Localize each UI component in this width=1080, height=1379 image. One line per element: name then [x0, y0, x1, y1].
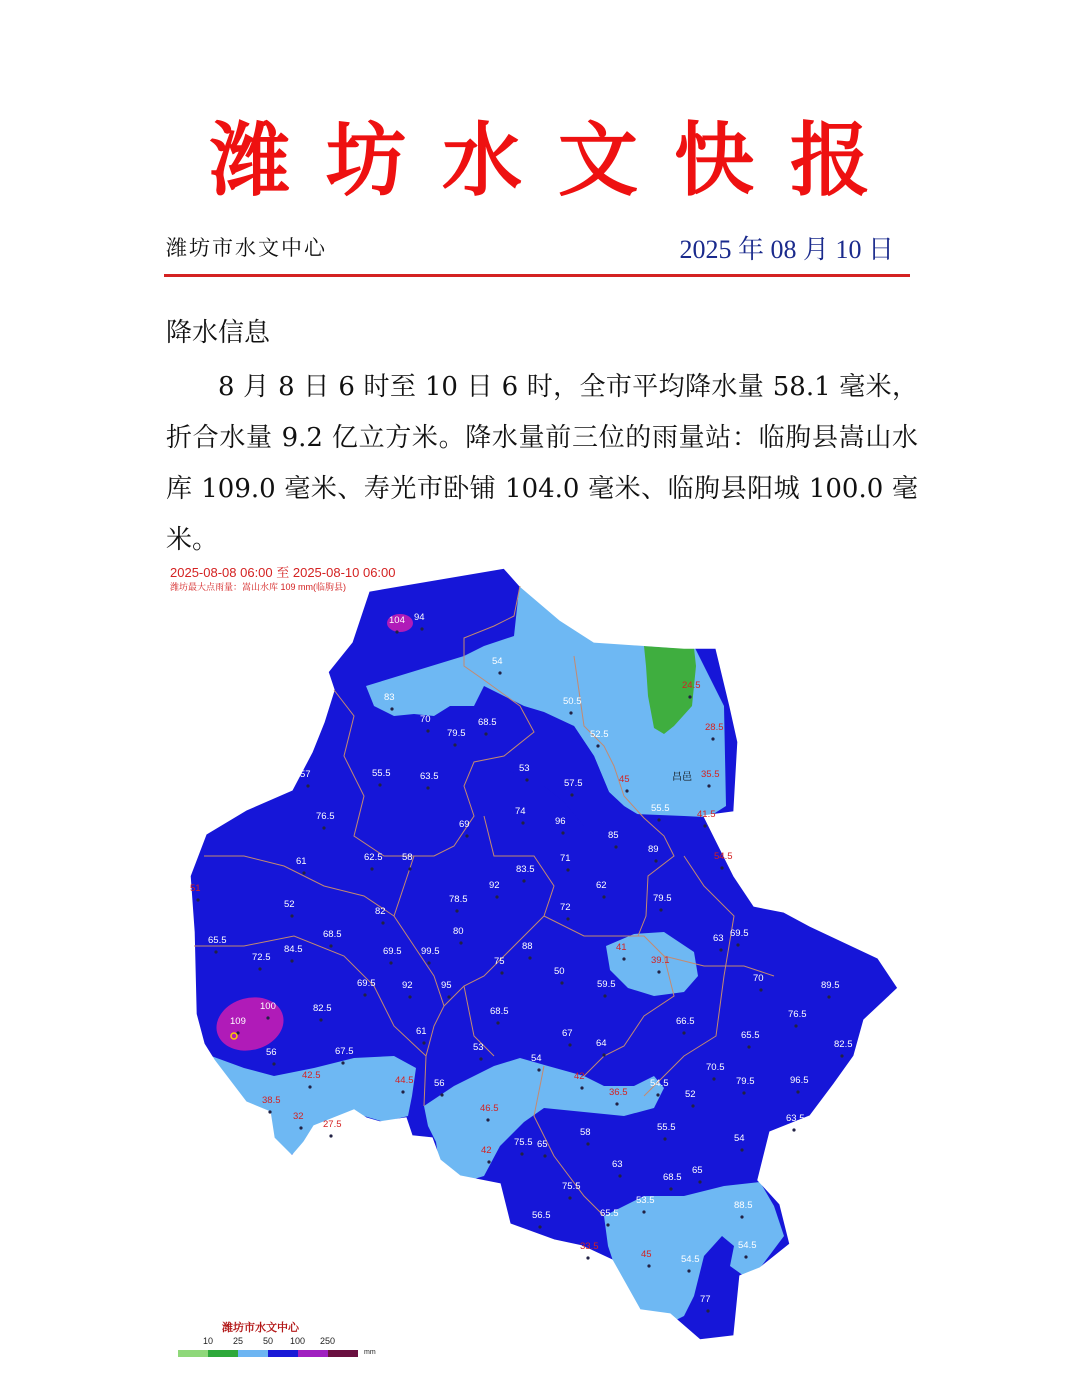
station-value: 88.5 — [734, 1200, 753, 1211]
station-value: 42.5 — [302, 1070, 321, 1081]
station-dot — [642, 1210, 645, 1213]
station-dot — [618, 1174, 621, 1177]
station-value: 41 — [616, 942, 627, 953]
station-value: 46.5 — [480, 1103, 499, 1114]
station-dot — [322, 826, 325, 829]
station-dot — [258, 967, 261, 970]
station-dot — [742, 1091, 745, 1094]
station-value: 75.5 — [514, 1137, 533, 1148]
station-value: 68.5 — [323, 929, 342, 940]
station-value: 74 — [515, 806, 526, 817]
station-dot — [401, 1090, 404, 1093]
station-value: 83 — [384, 692, 395, 703]
station-value: 33.5 — [580, 1241, 599, 1252]
station-dot — [586, 1256, 589, 1259]
legend-ticks — [178, 1336, 388, 1348]
station-dot — [272, 1062, 275, 1065]
station-dot — [465, 834, 468, 837]
station-value: 61 — [296, 856, 307, 867]
station-value: 52 — [284, 899, 295, 910]
station-dot — [654, 859, 657, 862]
station-dot — [302, 871, 305, 874]
station-dot — [459, 941, 462, 944]
station-value: 63.5 — [420, 771, 439, 782]
station-value: 24.5 — [682, 680, 701, 691]
map-max-point: 潍坊最大点雨量：嵩山水库 109 mm(临朐县) — [170, 582, 347, 592]
station-value: 50.5 — [563, 696, 582, 707]
station-value: 64 — [596, 1038, 607, 1049]
station-value: 57 — [300, 769, 311, 780]
station-dot — [498, 671, 501, 674]
station-dot — [560, 981, 563, 984]
station-dot — [719, 948, 722, 951]
station-dot — [740, 1215, 743, 1218]
report-date: 2025 年 08 月 10 日 — [679, 235, 894, 264]
station-value: 36.5 — [609, 1087, 628, 1098]
station-dot — [341, 1061, 344, 1064]
station-dot — [484, 732, 487, 735]
station-dot — [408, 995, 411, 998]
station-dot — [363, 993, 366, 996]
station-value: 92 — [402, 980, 413, 991]
station-value: 85 — [608, 830, 619, 841]
station-dot — [440, 1093, 443, 1096]
station-dot — [381, 921, 384, 924]
station-value: 70.5 — [706, 1062, 725, 1073]
station-value: 42 — [574, 1071, 585, 1082]
station-value: 65.5 — [741, 1030, 760, 1041]
station-dot — [840, 1054, 843, 1057]
station-dot — [759, 988, 762, 991]
header-divider — [164, 274, 910, 277]
station-value: 56.5 — [532, 1210, 551, 1221]
station-value: 62.5 — [364, 852, 383, 863]
station-dot — [486, 1118, 489, 1121]
station-value: 65 — [537, 1139, 548, 1150]
station-value: 67 — [562, 1028, 573, 1039]
station-dot — [606, 1223, 609, 1226]
precipitation-summary: 8 月 8 日 6 时至 10 日 6 时，全市平均降水量 58.1 毫米，折合水量 9.2 亿立方米。降水量前三位的雨量站：临朐县嵩山水库 109.0 毫米、寿光市卧铺 104.0 毫米、临朐县阳城 100.0 毫米。 — [166, 372, 918, 555]
station-dot — [479, 1057, 482, 1060]
station-value: 45 — [619, 774, 630, 785]
station-dot — [712, 1077, 715, 1080]
station-dot — [614, 845, 617, 848]
station-dot — [306, 784, 309, 787]
station-value: 44.5 — [395, 1075, 414, 1086]
legend-color-bar — [178, 1350, 358, 1357]
station-value: 56 — [434, 1078, 445, 1089]
station-dot — [370, 867, 373, 870]
station-value: 76.5 — [788, 1009, 807, 1020]
station-dot — [537, 1068, 540, 1071]
station-dot — [796, 1090, 799, 1093]
station-dot — [308, 1085, 311, 1088]
station-value: 50 — [554, 966, 565, 977]
station-value: 75 — [494, 956, 505, 967]
legend-swatch — [208, 1350, 238, 1357]
station-dot — [453, 743, 456, 746]
station-value: 58 — [402, 852, 413, 863]
station-dot — [707, 784, 710, 787]
legend-tick: 50 — [263, 1336, 274, 1346]
station-value: 92 — [489, 880, 500, 891]
station-value: 55.5 — [372, 768, 391, 779]
station-value: 76.5 — [316, 811, 335, 822]
station-value: 79.5 — [447, 728, 466, 739]
station-dot — [794, 1024, 797, 1027]
station-value: 71 — [560, 853, 571, 864]
station-value: 80 — [453, 926, 464, 937]
station-value: 38.5 — [262, 1095, 281, 1106]
station-value: 65 — [692, 1165, 703, 1176]
station-dot — [214, 950, 217, 953]
station-dot — [290, 914, 293, 917]
station-dot — [603, 994, 606, 997]
station-dot — [500, 971, 503, 974]
station-value: 69 — [459, 819, 470, 830]
station-dot — [747, 1045, 750, 1048]
station-value: 53 — [519, 763, 530, 774]
station-value: 88 — [522, 941, 533, 952]
station-value: 69.5 — [383, 946, 402, 957]
station-value: 52.5 — [590, 729, 609, 740]
station-dot — [447, 995, 450, 998]
station-dot — [720, 866, 723, 869]
station-value: 58 — [580, 1127, 591, 1138]
station-dot — [538, 1225, 541, 1228]
station-dot — [266, 1016, 269, 1019]
station-value: 77 — [700, 1294, 711, 1305]
station-dot — [455, 909, 458, 912]
station-dot — [663, 1137, 666, 1140]
station-value: 68.5 — [478, 717, 497, 728]
legend-tick: 100 — [290, 1336, 306, 1346]
station-dot — [568, 1043, 571, 1046]
station-dot — [420, 627, 423, 630]
legend-swatch — [328, 1350, 358, 1357]
legend-swatch — [298, 1350, 328, 1357]
station-dot — [389, 961, 392, 964]
station-dot — [496, 1021, 499, 1024]
station-dot — [688, 695, 691, 698]
station-value: 59.5 — [597, 979, 616, 990]
station-value: 61 — [416, 1026, 427, 1037]
station-dot — [299, 1126, 302, 1129]
station-dot — [543, 1154, 546, 1157]
station-dot — [622, 957, 625, 960]
station-value: 69.5 — [730, 928, 749, 939]
station-dot — [615, 1102, 618, 1105]
legend-unit: mm — [364, 1349, 376, 1356]
station-dot — [656, 1093, 659, 1096]
station-value: 54.5 — [714, 851, 733, 862]
station-value: 79.5 — [653, 893, 672, 904]
station-value: 104 — [389, 615, 405, 626]
station-dot — [602, 895, 605, 898]
station-value: 54 — [531, 1053, 542, 1064]
station-dot — [586, 1142, 589, 1145]
station-value: 65.5 — [600, 1208, 619, 1219]
station-dot — [792, 1128, 795, 1131]
station-dot — [329, 1134, 332, 1137]
station-dot — [408, 867, 411, 870]
station-value: 70 — [753, 973, 764, 984]
station-dot — [569, 711, 572, 714]
station-value: 54.5 — [738, 1240, 757, 1251]
station-dot — [528, 956, 531, 959]
station-dot — [827, 995, 830, 998]
station-value: 72.5 — [252, 952, 271, 963]
station-dot — [647, 1264, 650, 1267]
station-dot — [390, 707, 393, 710]
section-heading: 降水信息 — [166, 318, 271, 348]
station-value: 42 — [481, 1145, 492, 1156]
station-value: 68.5 — [490, 1006, 509, 1017]
station-value: 53.5 — [636, 1195, 655, 1206]
station-dot — [736, 943, 739, 946]
station-dot — [580, 1086, 583, 1089]
station-value: 96.5 — [790, 1075, 809, 1086]
station-dot — [290, 959, 293, 962]
station-dot — [566, 868, 569, 871]
station-dot — [596, 744, 599, 747]
station-value: 72 — [560, 902, 571, 913]
station-value: 95 — [441, 980, 452, 991]
station-dot — [196, 898, 199, 901]
station-dot — [426, 786, 429, 789]
station-dot — [602, 1053, 605, 1056]
map-time-range: 2025-08-08 06:00 至 2025-08-10 06:00 — [170, 565, 396, 580]
legend-swatch — [268, 1350, 298, 1357]
station-dot — [744, 1255, 747, 1258]
station-value: 54 — [492, 656, 503, 667]
station-value: 78.5 — [449, 894, 468, 905]
station-value: 51 — [190, 883, 201, 894]
station-dot — [703, 824, 706, 827]
issuing-organization: 潍坊市水文中心 — [166, 236, 327, 260]
station-value: 67.5 — [335, 1046, 354, 1057]
station-dot — [659, 908, 662, 911]
station-dot — [706, 1309, 709, 1312]
station-dot — [740, 1148, 743, 1151]
station-value: 109 — [230, 1016, 246, 1027]
station-value: 96 — [555, 816, 566, 827]
legend-swatch — [178, 1350, 208, 1357]
station-value: 54.5 — [681, 1254, 700, 1265]
station-value: 89 — [648, 844, 659, 855]
legend-title: 潍坊市水文中心 — [222, 1321, 299, 1334]
station-value: 56 — [266, 1047, 277, 1058]
station-dot — [495, 895, 498, 898]
report-title: 潍坊水文快报 — [210, 113, 906, 207]
station-value: 52 — [685, 1089, 696, 1100]
station-dot — [691, 1104, 694, 1107]
station-dot — [319, 1018, 322, 1021]
station-dot — [669, 1187, 672, 1190]
station-dot — [522, 879, 525, 882]
station-dot — [521, 821, 524, 824]
station-dot — [561, 831, 564, 834]
station-value: 54.5 — [650, 1078, 669, 1089]
rainfall-map — [164, 556, 914, 1366]
station-dot — [395, 630, 398, 633]
station-dot — [682, 1031, 685, 1034]
station-value: 35.5 — [701, 769, 720, 780]
station-value: 55.5 — [651, 803, 670, 814]
legend-tick: 25 — [233, 1336, 244, 1346]
station-value: 39.1 — [651, 955, 670, 966]
station-value: 28.5 — [705, 722, 724, 733]
station-value: 27.5 — [323, 1119, 342, 1130]
station-value: 89.5 — [821, 980, 840, 991]
station-value: 82.5 — [313, 1003, 332, 1014]
station-dot — [427, 961, 430, 964]
station-value: 79.5 — [736, 1076, 755, 1087]
station-dot — [422, 1041, 425, 1044]
station-dot — [698, 1180, 701, 1183]
station-value: 84.5 — [284, 944, 303, 955]
station-value: 55.5 — [657, 1122, 676, 1133]
station-dot — [625, 789, 628, 792]
rainfall-map-graphic — [164, 556, 914, 1366]
station-dot — [487, 1160, 490, 1163]
station-dot — [566, 917, 569, 920]
station-value: 94 — [414, 612, 425, 623]
station-value: 45 — [641, 1249, 652, 1260]
station-value: 82 — [375, 906, 386, 917]
station-value: 32 — [293, 1111, 304, 1122]
station-value: 62 — [596, 880, 607, 891]
station-value: 75.5 — [562, 1181, 581, 1192]
station-value: 41.5 — [697, 809, 716, 820]
place-label-changyi: 昌邑 — [672, 772, 692, 783]
station-dot — [329, 944, 332, 947]
station-value: 65.5 — [208, 935, 227, 946]
station-value: 63 — [612, 1159, 623, 1170]
legend-tick: 10 — [203, 1336, 214, 1346]
station-dot — [687, 1269, 690, 1272]
station-value: 82.5 — [834, 1039, 853, 1050]
station-value: 69.5 — [357, 978, 376, 989]
station-value: 63 — [713, 933, 724, 944]
legend-tick: 250 — [320, 1336, 336, 1346]
legend-swatch — [238, 1350, 268, 1357]
station-value: 53 — [473, 1042, 484, 1053]
station-value: 66.5 — [676, 1016, 695, 1027]
station-dot — [570, 793, 573, 796]
station-dot — [711, 737, 714, 740]
station-value: 100 — [260, 1001, 276, 1012]
station-value: 83.5 — [516, 864, 535, 875]
station-value: 70 — [420, 714, 431, 725]
station-dot — [525, 778, 528, 781]
station-dot — [268, 1110, 271, 1113]
station-dot — [568, 1196, 571, 1199]
station-dot — [657, 970, 660, 973]
station-value: 68.5 — [663, 1172, 682, 1183]
station-value: 54 — [734, 1133, 745, 1144]
station-value: 99.5 — [421, 946, 440, 957]
station-dot — [426, 729, 429, 732]
station-dot — [520, 1152, 523, 1155]
station-value: 63.5 — [786, 1113, 805, 1124]
station-value: 57.5 — [564, 778, 583, 789]
station-dot — [378, 783, 381, 786]
station-dot — [657, 818, 660, 821]
